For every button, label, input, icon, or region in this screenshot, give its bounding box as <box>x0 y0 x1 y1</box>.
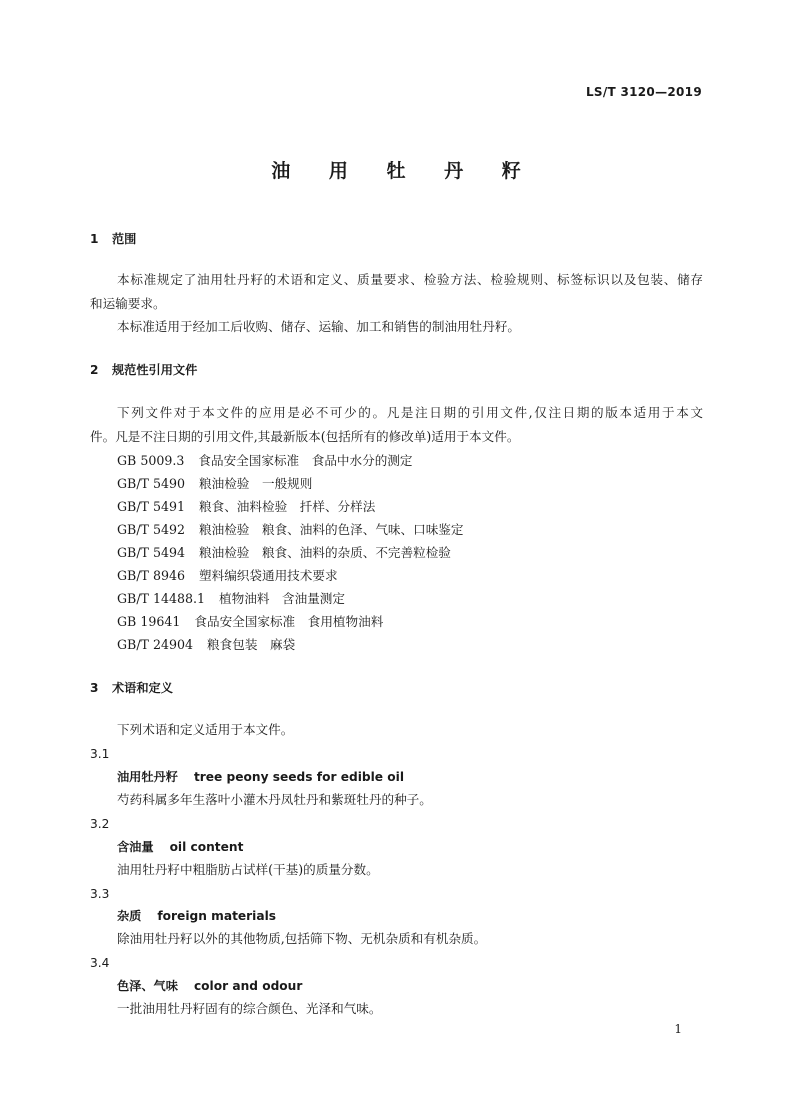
term-en: color and odour <box>193 979 303 993</box>
reference-code: GB 5009.3 <box>117 453 185 468</box>
reference-item <box>117 521 463 539</box>
reference-code: GB/T 24904 <box>117 637 194 652</box>
term-number: 3.3 <box>90 887 110 901</box>
term-en: oil content <box>169 840 244 854</box>
reference-code: GB/T 5492 <box>117 522 186 537</box>
term-zh: 色泽、气味 <box>117 979 178 993</box>
reference-item <box>117 498 375 516</box>
reference-code: GB/T 5494 <box>117 545 186 560</box>
reference-code: GB/T 5491 <box>117 499 186 514</box>
section-number: 3 <box>90 681 99 695</box>
term-heading <box>117 838 243 856</box>
reference-item <box>117 567 338 585</box>
term-definition: 油用牡丹籽中粗脂肪占试样(干基)的质量分数。 <box>117 862 379 877</box>
section-number: 1 <box>90 232 99 246</box>
reference-item <box>117 544 451 562</box>
term-number: 3.4 <box>90 956 110 970</box>
reference-title: 粮油检验 粮食、油料的杂质、不完善粒检验 <box>199 545 451 560</box>
paragraph-line: 本标准适用于经加工后收购、储存、运输、加工和销售的制油用牡丹籽。 <box>117 319 520 334</box>
paragraph-line: 下列文件对于本文件的应用是必不可少的。凡是注日期的引用文件,仅注日期的版本适用于本文 <box>117 405 703 420</box>
reference-title: 粮油检验 粮食、油料的色泽、气味、口味鉴定 <box>199 522 464 537</box>
term-number: 3.1 <box>90 747 110 761</box>
section-number: 2 <box>90 363 99 377</box>
reference-item <box>117 636 295 654</box>
reference-title: 粮油检验 一般规则 <box>199 476 313 491</box>
standard-code: LS/T 3120—2019 <box>585 85 702 99</box>
paragraph-line: 下列术语和定义适用于本文件。 <box>117 722 294 737</box>
reference-item <box>117 452 412 470</box>
reference-code: GB/T 5490 <box>117 476 186 491</box>
document-title: 油 用 牡 丹 籽 <box>271 160 537 182</box>
reference-title: 食品安全国家标准 食用植物油料 <box>194 614 384 629</box>
term-number: 3.2 <box>90 817 110 831</box>
term-heading <box>117 768 404 786</box>
term-en: tree peony seeds for edible oil <box>193 770 405 784</box>
reference-title: 植物油料 含油量测定 <box>219 591 345 606</box>
term-zh: 油用牡丹籽 <box>117 770 178 784</box>
paragraph-line: 本标准规定了油用牡丹籽的术语和定义、质量要求、检验方法、检验规则、标签标识以及包装、储存 <box>117 272 703 287</box>
section-title: 范围 <box>112 232 137 246</box>
reference-item <box>117 590 345 608</box>
term-heading <box>117 907 276 925</box>
section-title: 术语和定义 <box>112 681 173 695</box>
page-number: 1 <box>674 1022 682 1036</box>
section-1-heading <box>90 230 136 248</box>
reference-code: GB 19641 <box>117 614 181 629</box>
reference-title: 塑料编织袋通用技术要求 <box>199 568 338 583</box>
term-definition: 除油用牡丹籽以外的其他物质,包括筛下物、无机杂质和有机杂质。 <box>117 931 487 946</box>
section-title: 规范性引用文件 <box>112 363 198 377</box>
term-definition: 一批油用牡丹籽固有的综合颜色、光泽和气味。 <box>117 1001 382 1016</box>
term-definition: 芍药科属多年生落叶小灌木丹凤牡丹和紫斑牡丹的种子。 <box>117 792 432 807</box>
term-heading <box>117 977 302 995</box>
reference-code: GB/T 14488.1 <box>117 591 206 606</box>
term-en: foreign materials <box>157 909 277 923</box>
paragraph-line: 和运输要求。 <box>90 296 166 311</box>
reference-title: 食品安全国家标准 食品中水分的测定 <box>198 453 413 468</box>
section-3-heading <box>90 679 173 697</box>
term-zh: 杂质 <box>117 909 142 923</box>
section-2-heading <box>90 361 197 379</box>
term-zh: 含油量 <box>117 840 154 854</box>
reference-title: 粮食包装 麻袋 <box>207 637 296 652</box>
paragraph-line: 件。凡是不注日期的引用文件,其最新版本(包括所有的修改单)适用于本文件。 <box>90 429 520 444</box>
reference-title: 粮食、油料检验 扦样、分样法 <box>199 499 376 514</box>
reference-code: GB/T 8946 <box>117 568 186 583</box>
reference-item <box>117 613 383 631</box>
reference-item <box>117 475 312 493</box>
